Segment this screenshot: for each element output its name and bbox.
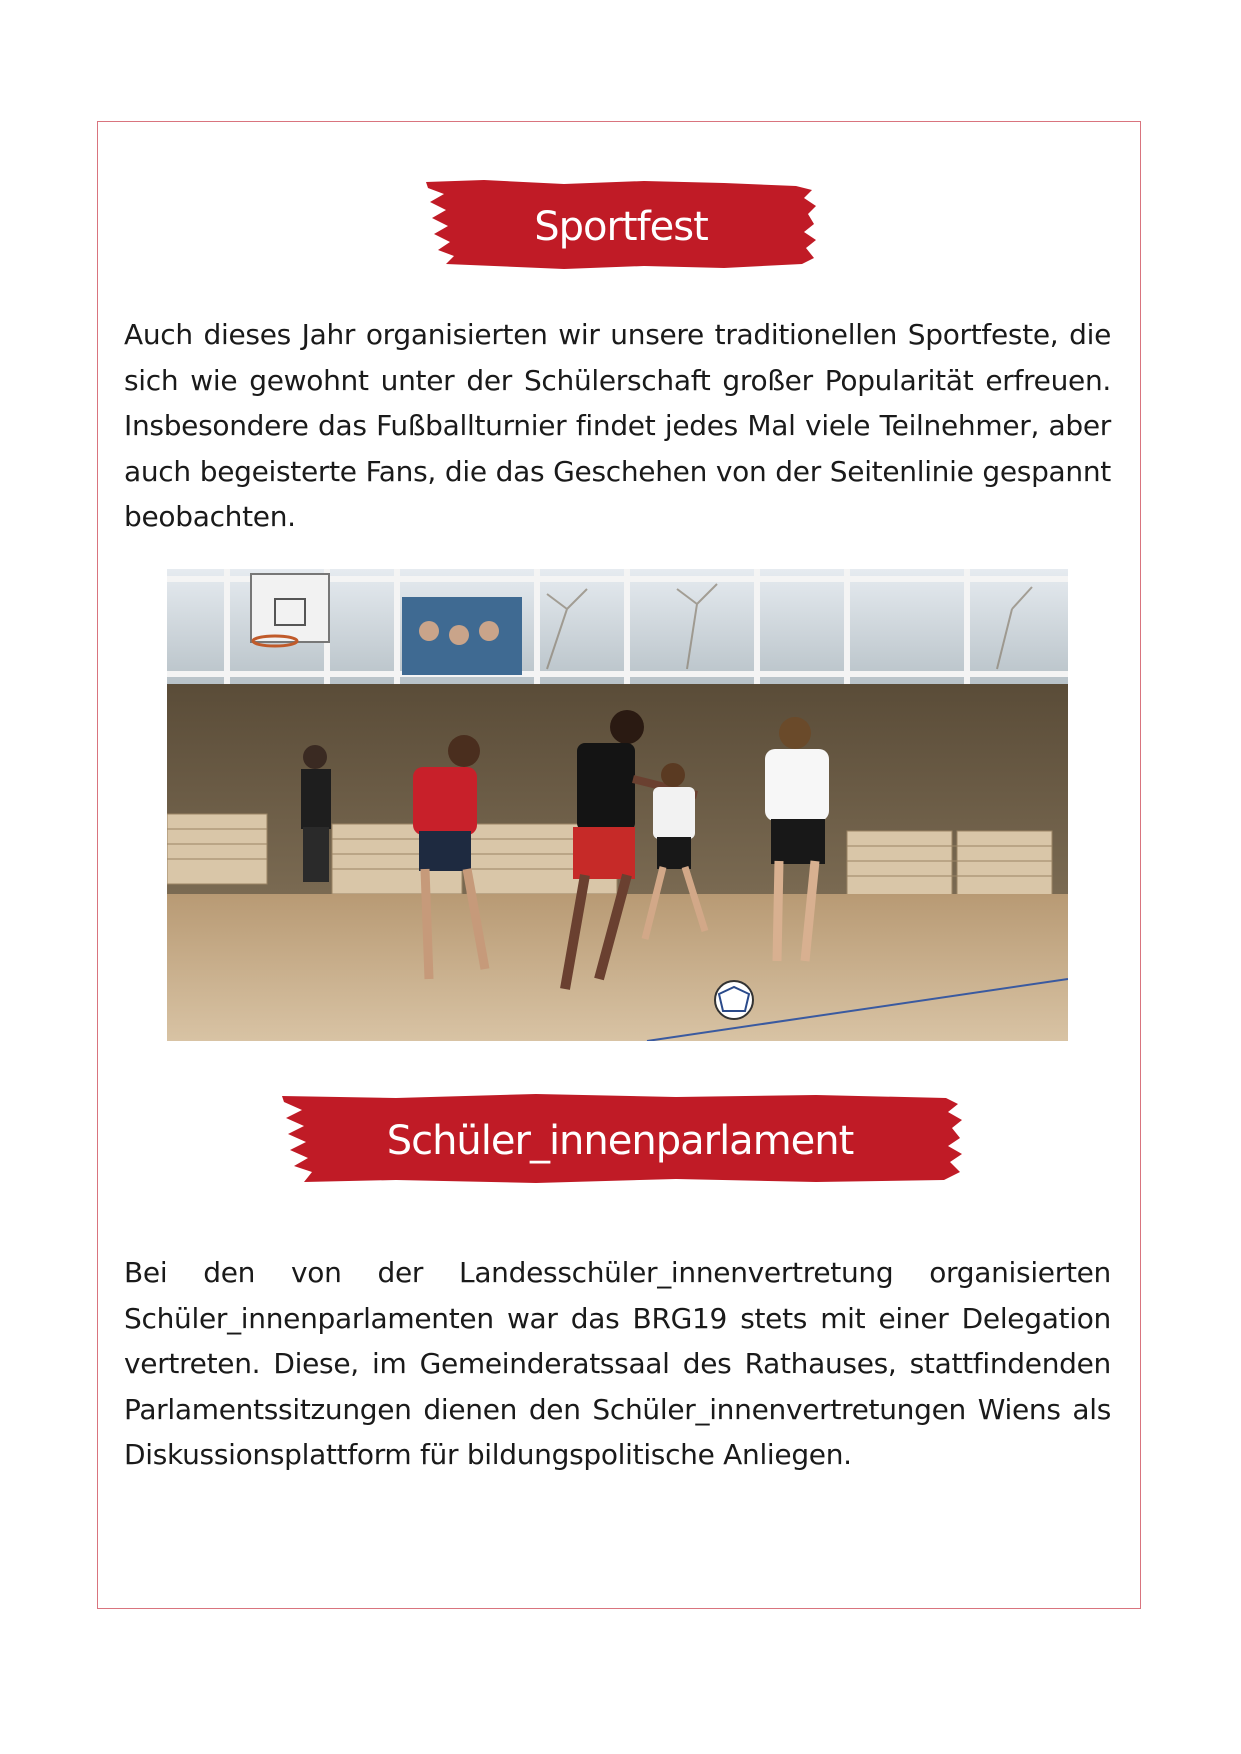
section-heading-banner bbox=[424, 178, 818, 272]
sportfest-photo bbox=[167, 569, 1068, 1041]
section-paragraph: Auch dieses Jahr organisierten wir unsere traditionellen Sportfeste, die sich wie gewohnt unter der Schülerschaft großer Popularität erfreuen. Insbesondere das Fußballturnier findet jedes Mal viele Teilnehmer, aber auch begeisterte Fans, die das Geschehen von der Seitenlinie gespannt beobachten. bbox=[124, 318, 1111, 533]
section-heading: Schüler_innenparlament bbox=[386, 1118, 854, 1164]
section-heading-banner bbox=[276, 1092, 964, 1186]
section-heading: Sportfest bbox=[534, 204, 708, 250]
section-paragraph: Bei den von der Landesschüler_innenvertretung organisierten Schüler_innenparlamenten war das BRG19 stets mit einer Delegation vertreten. Diese, im Gemeinderatssaal des Rathauses, stattfindenden Parlamentssitzungen dienen den Schüler_innenvertretungen Wiens als Diskussionsplattform für bildungspolitische Anliegen. bbox=[124, 1256, 1111, 1471]
